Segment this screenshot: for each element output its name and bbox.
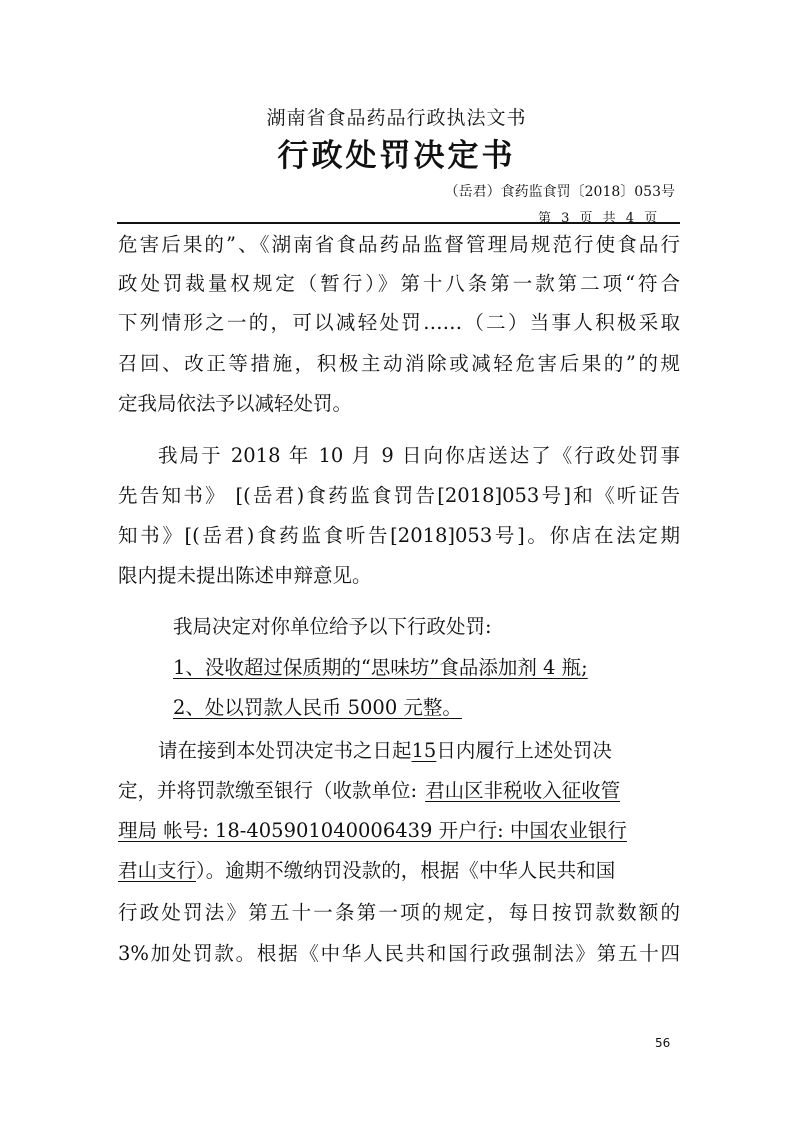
- body-line: 行政处罚法》第五十一条第一项的规定，每日按罚款数额的: [118, 901, 680, 924]
- document-type-heading: 湖南省食品药品行政执法文书: [266, 107, 527, 129]
- body-line: 政处罚裁量权规定（暂行）》第十八条第一款第二项“符合: [118, 272, 680, 295]
- page-number: 56: [655, 1036, 671, 1050]
- body-line: 君山支行）。逾期不缴纳罚没款的，根据《中华人民共和国: [118, 859, 616, 882]
- header-divider: [117, 222, 680, 224]
- account-details: 理局 帐号: 18-405901040006439 开户行: 中国农业银行: [118, 819, 627, 842]
- payee-name: 君山区非税收入征收管: [425, 779, 621, 802]
- penalty-item-1-text: 1、没收超过保质期的“思味坊”食品添加剂 4 瓶;: [173, 656, 588, 679]
- body-line: 请在接到本处罚决定书之日起15日内履行上述处罚决: [158, 739, 612, 762]
- body-line: 召回、改正等措施，积极主动消除或减轻危害后果的”的规: [118, 352, 680, 375]
- body-line: 定，并将罚款缴至银行（收款单位: 君山区非税收入征收管: [118, 779, 621, 802]
- penalty-item-2: [118, 688, 695, 728]
- body-line: 3%加处罚款。根据《中华人民共和国行政强制法》第五十四: [118, 942, 680, 965]
- page-title: 行政处罚决定书: [277, 138, 516, 174]
- document-number: （岳君）食药监食罚〔2018〕053号: [444, 184, 675, 200]
- body-line: 先告知书》 [(岳君)食药监食罚告[2018]053号]和《听证告: [118, 484, 680, 507]
- body-line: 下列情形之一的，可以减轻处罚……（二）当事人积极采取: [118, 311, 680, 334]
- bank-branch: 君山支行: [118, 859, 197, 882]
- deadline-days: 15: [411, 739, 437, 762]
- penalty-item-1: [118, 648, 695, 688]
- decision-intro: 我局决定对你单位给予以下行政处罚:: [173, 615, 492, 638]
- body-line: 定我局依法予以减轻处罚。: [118, 392, 353, 415]
- body-line: 危害后果的”、《湖南省食品药品监督管理局规范行使食品行: [118, 233, 680, 256]
- body-line: 限内提未提出陈述申辩意见。: [118, 564, 372, 587]
- body-line: 知书》[(岳君)食药监食听告[2018]053号]。你店在法定期: [118, 524, 680, 547]
- page-count-info: 第 3 页 共 4 页: [538, 211, 658, 226]
- body-line: 我局于 2018 年 10 月 9 日向你店送达了《行政处罚事: [158, 444, 680, 467]
- account-line: [118, 811, 680, 851]
- penalty-item-2-text: 2、处以罚款人民币 5000 元整。: [173, 696, 462, 719]
